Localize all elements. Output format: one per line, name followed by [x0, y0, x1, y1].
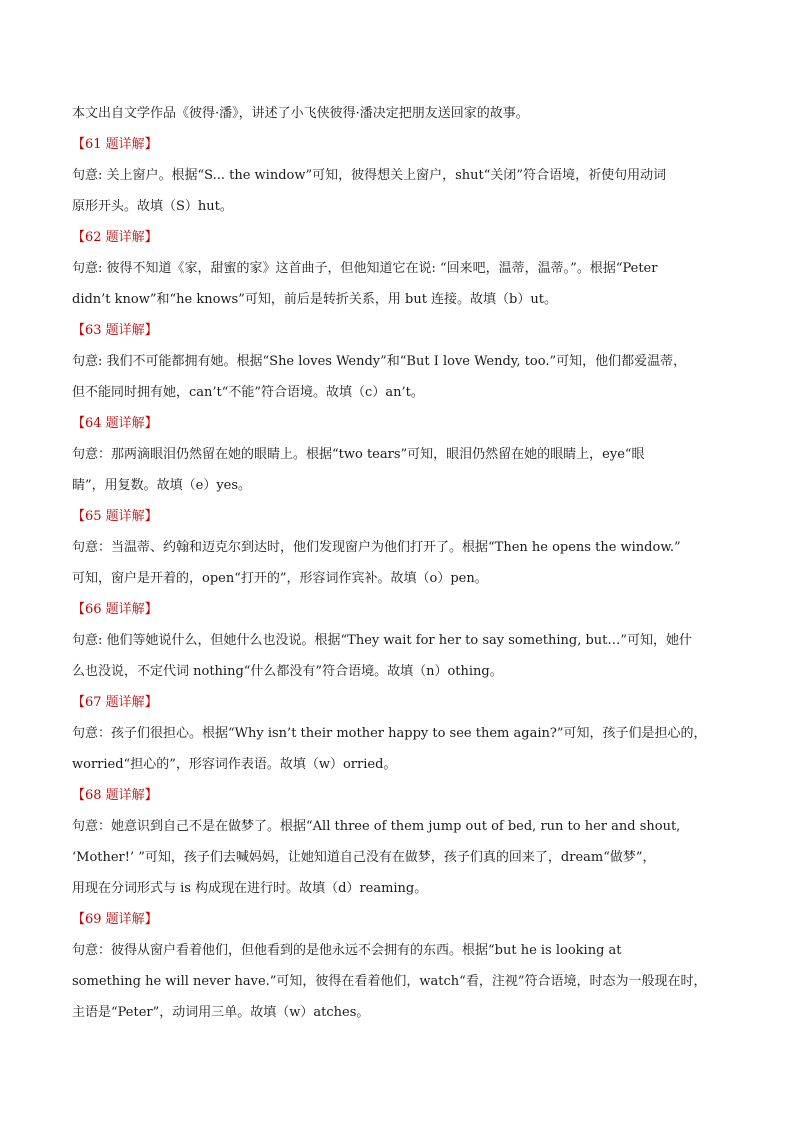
heading-68: 【68 题详解】	[72, 788, 158, 803]
explanation-line: 句意: 彼得不知道《家，甜蜜的家》这首曲子，但他知道它在说: “回来吧，温蒂，温蒂。”。根据“Peter	[72, 261, 658, 276]
heading-65: 【65 题详解】	[72, 509, 158, 524]
explanation-line: 句意：当温蒂、约翰和迈克尔到达时，他们发现窗户为他们打开了。根据“Then he opens the window.”	[72, 540, 681, 555]
heading-63: 【63 题详解】	[72, 323, 158, 338]
explanation-line: 但不能同时拥有她，can’t“不能”符合语境。故填（c）an’t。	[72, 385, 424, 400]
explanation-line: 句意：孩子们很担心。根据“Why isn’t their mother happy to see them again?”可知，孩子们是担心的，	[72, 726, 707, 741]
intro-text: 本文出自文学作品《彼得·潘》，讲述了小飞侠彼得·潘决定把朋友送回家的故事。	[72, 106, 529, 121]
explanation-line: 么也没说，不定代词 nothing“什么都没有”符合语境。故填（n）othing。	[72, 664, 503, 679]
explanation-line: 用现在分词形式与 is 构成现在进行时。故填（d）reaming。	[72, 881, 428, 896]
explanation-line: 句意：彼得从窗户看着他们，但他看到的是他永远不会拥有的东西。根据“but he is looking at	[72, 943, 622, 958]
explanation-67	[72, 687, 724, 780]
heading-67: 【67 题详解】	[72, 695, 158, 710]
explanation-62	[72, 222, 724, 315]
explanation-line: 句意: 我们不可能都拥有她。根据“She loves Wendy”和“But I love Wendy, too.”可知，他们都爱温蒂，	[72, 354, 687, 369]
explanation-line: didn’t know”和“he knows”可知，前后是转折关系，用 but 连接。故填（b）ut。	[72, 292, 557, 307]
explanation-61	[72, 129, 724, 222]
explanation-line: 句意：那两滴眼泪仍然留在她的眼睛上。根据“two tears”可知，眼泪仍然留在她的眼睛上，eye“眼	[72, 447, 645, 462]
heading-69: 【69 题详解】	[72, 912, 158, 927]
explanation-line: 原形开头。故填（S）hut。	[72, 199, 233, 214]
explanation-66	[72, 594, 724, 687]
heading-66: 【66 题详解】	[72, 602, 158, 617]
explanation-69	[72, 904, 724, 1028]
explanation-line: 主语是“Peter”，动词用三单。故填（w）atches。	[72, 1005, 370, 1020]
explanation-line: 句意：她意识到自己不是在做梦了。根据“All three of them jump out of bed, run to her and shout,	[72, 819, 681, 834]
explanation-line: worried“担心的”，形容词作表语。故填（w）orried。	[72, 757, 397, 772]
explanation-64	[72, 408, 724, 501]
explanation-line: 句意: 关上窗户。根据“S... the window”可知，彼得想关上窗户，shut“关闭”符合语境，祈使句用动词	[72, 168, 667, 183]
explanation-63	[72, 315, 724, 408]
document-body	[72, 98, 724, 1028]
explanation-line: 睛”，用复数。故填（e）yes。	[72, 478, 252, 493]
explanation-line: 句意: 他们等她说什么，但她什么也没说。根据“They wait for her to say something, but…”可知，她什	[72, 633, 693, 648]
heading-62: 【62 题详解】	[72, 230, 158, 245]
explanation-line: ‘Mother!’ ”可知，孩子们去喊妈妈，让她知道自己没有在做梦，孩子们真的回来了，dream“做梦”，	[72, 850, 656, 865]
explanation-line: something he will never have.”可知，彼得在看着他们，watch“看，注视”符合语境，时态为一般现在时，	[72, 974, 707, 989]
heading-61: 【61 题详解】	[72, 137, 158, 152]
explanation-68	[72, 780, 724, 904]
heading-64: 【64 题详解】	[72, 416, 158, 431]
explanation-line: 可知，窗户是开着的，open“打开的”，形容词作宾补。故填（o）pen。	[72, 571, 488, 586]
explanation-65	[72, 501, 724, 594]
